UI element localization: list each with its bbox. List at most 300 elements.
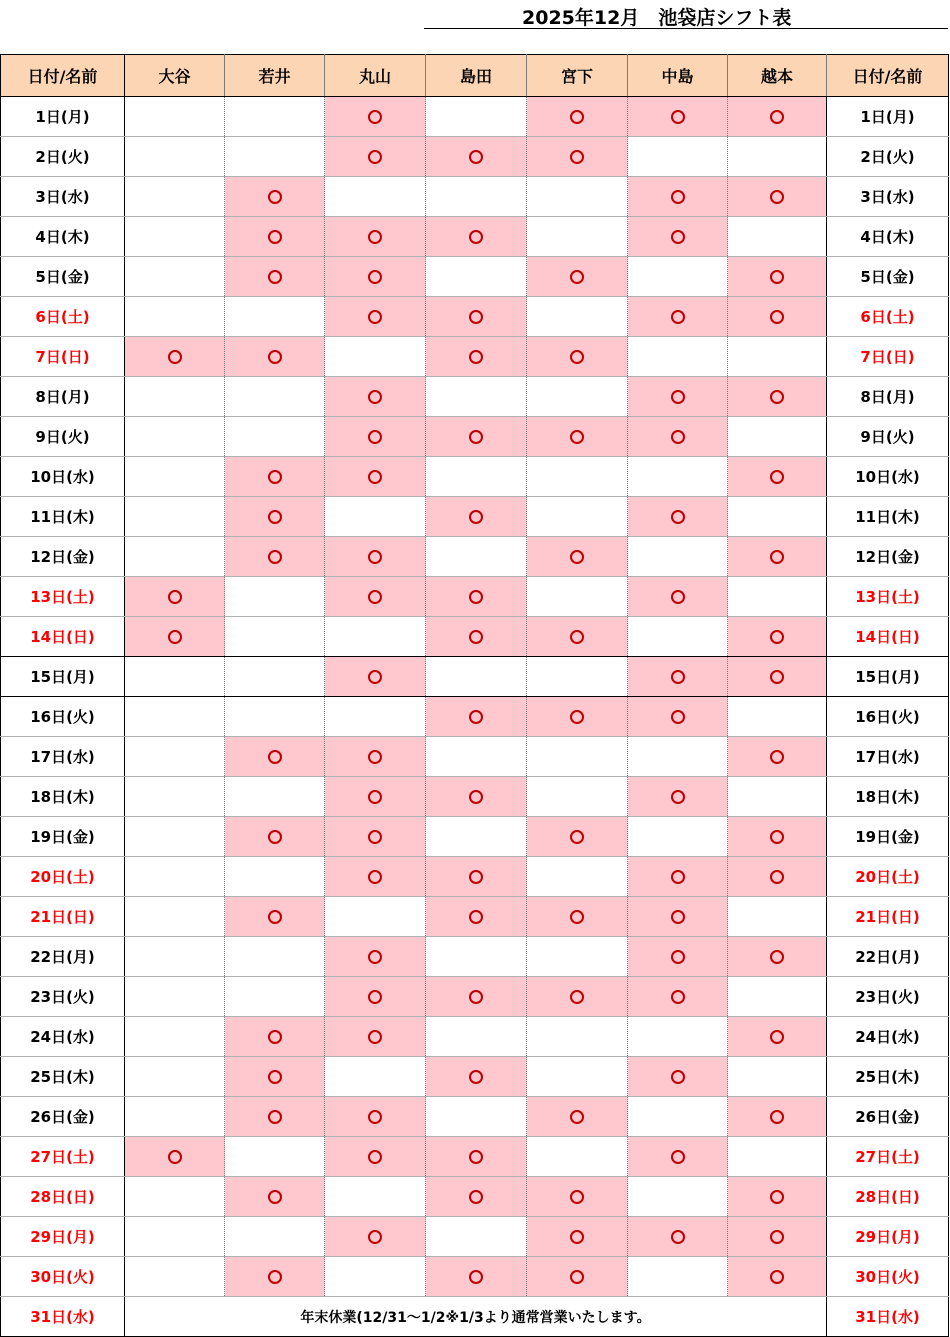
table-row xyxy=(1,257,949,297)
shift-cell-on xyxy=(628,297,728,337)
shift-cell-off xyxy=(527,377,628,417)
shift-cell-on xyxy=(426,337,527,377)
shift-cell-on xyxy=(426,137,527,177)
shift-cell-off xyxy=(728,977,827,1017)
shift-cell-on xyxy=(225,497,325,537)
shift-cell-off xyxy=(728,417,827,457)
date-cell-right: 24日(水) xyxy=(827,1017,949,1057)
shift-cell-on xyxy=(728,297,827,337)
shift-cell-on xyxy=(325,657,426,697)
header-staff-nakajima: 中島 xyxy=(628,55,728,97)
table-row xyxy=(1,457,949,497)
table-row xyxy=(1,497,949,537)
shift-cell-off xyxy=(628,1017,728,1057)
date-cell-left: 2日(火) xyxy=(1,137,125,177)
shift-cell-off xyxy=(628,137,728,177)
date-cell-right: 17日(水) xyxy=(827,737,949,777)
shift-cell-off xyxy=(125,817,225,857)
shift-cell-off xyxy=(325,697,426,737)
shift-cell-off xyxy=(426,657,527,697)
shift-cell-off xyxy=(527,1017,628,1057)
date-cell-left: 27日(土) xyxy=(1,1137,125,1177)
date-cell-left: 19日(金) xyxy=(1,817,125,857)
shift-cell-on xyxy=(527,537,628,577)
shift-cell-off xyxy=(325,1177,426,1217)
shift-cell-off xyxy=(225,617,325,657)
shift-cell-on xyxy=(325,457,426,497)
shift-cell-off xyxy=(628,537,728,577)
date-cell-left: 31日(水) xyxy=(1,1297,125,1337)
shift-cell-off xyxy=(325,497,426,537)
shift-cell-off xyxy=(527,497,628,537)
date-cell-right: 27日(土) xyxy=(827,1137,949,1177)
shift-cell-off xyxy=(225,577,325,617)
date-cell-right: 21日(日) xyxy=(827,897,949,937)
header-staff-otani: 大谷 xyxy=(125,55,225,97)
shift-cell-off xyxy=(728,337,827,377)
shift-cell-on xyxy=(527,977,628,1017)
shift-cell-on xyxy=(225,1177,325,1217)
shift-cell-off xyxy=(325,1057,426,1097)
date-cell-right: 11日(木) xyxy=(827,497,949,537)
date-cell-left: 26日(金) xyxy=(1,1097,125,1137)
shift-cell-off xyxy=(125,97,225,137)
date-cell-right: 14日(日) xyxy=(827,617,949,657)
date-cell-right: 3日(水) xyxy=(827,177,949,217)
date-cell-right: 6日(土) xyxy=(827,297,949,337)
shift-cell-off xyxy=(125,857,225,897)
shift-cell-on xyxy=(325,417,426,457)
shift-cell-off xyxy=(628,257,728,297)
shift-cell-on xyxy=(527,1177,628,1217)
shift-cell-on xyxy=(426,1137,527,1177)
shift-cell-on xyxy=(628,897,728,937)
shift-cell-off xyxy=(728,1137,827,1177)
shift-cell-on xyxy=(728,857,827,897)
shift-cell-on xyxy=(325,1137,426,1177)
shift-cell-off xyxy=(125,137,225,177)
date-cell-right: 20日(土) xyxy=(827,857,949,897)
shift-cell-on xyxy=(527,417,628,457)
shift-cell-off xyxy=(225,417,325,457)
shift-cell-off xyxy=(426,97,527,137)
date-cell-left: 6日(土) xyxy=(1,297,125,337)
date-cell-left: 10日(水) xyxy=(1,457,125,497)
header-staff-maruyama: 丸山 xyxy=(325,55,426,97)
shift-cell-off xyxy=(225,377,325,417)
shift-cell-on xyxy=(628,1137,728,1177)
shift-cell-on xyxy=(426,857,527,897)
shift-cell-off xyxy=(426,177,527,217)
header-staff-miyashita: 宮下 xyxy=(527,55,628,97)
table-row xyxy=(1,817,949,857)
shift-cell-on xyxy=(426,697,527,737)
shift-cell-off xyxy=(125,497,225,537)
shift-cell-off xyxy=(225,857,325,897)
shift-cell-off xyxy=(125,1057,225,1097)
shift-cell-on xyxy=(125,617,225,657)
shift-cell-off xyxy=(125,1177,225,1217)
table-row xyxy=(1,777,949,817)
shift-cell-on xyxy=(527,257,628,297)
shift-cell-on xyxy=(728,1177,827,1217)
table-row-closing xyxy=(1,1297,949,1337)
shift-cell-off xyxy=(628,737,728,777)
date-cell-left: 8日(月) xyxy=(1,377,125,417)
shift-cell-off xyxy=(125,1097,225,1137)
shift-cell-off xyxy=(728,897,827,937)
shift-cell-on xyxy=(628,977,728,1017)
table-row xyxy=(1,897,949,937)
shift-cell-on xyxy=(728,377,827,417)
header-staff-wakai: 若井 xyxy=(225,55,325,97)
table-row xyxy=(1,657,949,697)
date-cell-left: 17日(水) xyxy=(1,737,125,777)
shift-cell-on xyxy=(225,1017,325,1057)
shift-cell-on xyxy=(728,1097,827,1137)
shift-cell-on xyxy=(225,177,325,217)
shift-cell-on xyxy=(527,1097,628,1137)
shift-cell-off xyxy=(628,1177,728,1217)
shift-cell-off xyxy=(728,577,827,617)
shift-cell-on xyxy=(628,657,728,697)
date-cell-right: 15日(月) xyxy=(827,657,949,697)
date-cell-right: 16日(火) xyxy=(827,697,949,737)
shift-cell-off xyxy=(426,537,527,577)
shift-cell-on xyxy=(426,1257,527,1297)
header-date-left: 日付/名前 xyxy=(1,55,125,97)
shift-cell-on xyxy=(728,817,827,857)
shift-cell-on xyxy=(527,97,628,137)
shift-cell-on xyxy=(728,97,827,137)
shift-cell-off xyxy=(426,377,527,417)
shift-cell-off xyxy=(426,1097,527,1137)
table-row xyxy=(1,737,949,777)
date-cell-left: 14日(日) xyxy=(1,617,125,657)
page-title: 2025年12月 池袋店シフト表 xyxy=(424,0,948,29)
table-row xyxy=(1,977,949,1017)
shift-cell-on xyxy=(325,97,426,137)
date-cell-right: 5日(金) xyxy=(827,257,949,297)
shift-cell-on xyxy=(628,417,728,457)
shift-cell-on xyxy=(325,217,426,257)
shift-cell-on xyxy=(628,217,728,257)
shift-cell-on xyxy=(325,537,426,577)
header-date-right: 日付/名前 xyxy=(827,55,949,97)
shift-cell-on xyxy=(527,137,628,177)
table-row xyxy=(1,1177,949,1217)
shift-table xyxy=(0,54,949,1337)
date-cell-left: 12日(金) xyxy=(1,537,125,577)
shift-cell-on xyxy=(426,777,527,817)
shift-cell-off xyxy=(325,1257,426,1297)
shift-cell-off xyxy=(325,897,426,937)
shift-cell-on xyxy=(728,1217,827,1257)
shift-cell-off xyxy=(125,537,225,577)
shift-cell-on xyxy=(325,137,426,177)
shift-cell-on xyxy=(125,577,225,617)
shift-cell-off xyxy=(527,577,628,617)
shift-cell-off xyxy=(325,337,426,377)
table-row xyxy=(1,217,949,257)
shift-cell-on xyxy=(426,897,527,937)
shift-cell-off xyxy=(125,937,225,977)
shift-cell-on xyxy=(527,697,628,737)
shift-cell-on xyxy=(225,1097,325,1137)
shift-cell-off xyxy=(225,97,325,137)
shift-cell-off xyxy=(628,817,728,857)
shift-cell-on xyxy=(325,737,426,777)
shift-cell-off xyxy=(325,617,426,657)
date-cell-right: 18日(木) xyxy=(827,777,949,817)
date-cell-right: 4日(木) xyxy=(827,217,949,257)
shift-cell-on xyxy=(628,177,728,217)
date-cell-left: 3日(水) xyxy=(1,177,125,217)
shift-cell-on xyxy=(325,977,426,1017)
table-row xyxy=(1,577,949,617)
date-cell-left: 21日(日) xyxy=(1,897,125,937)
shift-cell-on xyxy=(728,937,827,977)
shift-cell-off xyxy=(125,777,225,817)
shift-cell-on xyxy=(426,1057,527,1097)
date-cell-left: 7日(日) xyxy=(1,337,125,377)
shift-cell-off xyxy=(125,737,225,777)
table-row xyxy=(1,97,949,137)
shift-cell-on xyxy=(225,537,325,577)
shift-cell-off xyxy=(527,777,628,817)
shift-cell-on xyxy=(628,937,728,977)
shift-cell-on xyxy=(628,97,728,137)
date-cell-left: 5日(金) xyxy=(1,257,125,297)
shift-cell-on xyxy=(728,177,827,217)
shift-cell-off xyxy=(728,217,827,257)
shift-cell-on xyxy=(325,257,426,297)
shift-cell-on xyxy=(527,337,628,377)
shift-cell-on xyxy=(325,817,426,857)
shift-cell-on xyxy=(628,857,728,897)
shift-cell-off xyxy=(125,217,225,257)
shift-cell-off xyxy=(728,497,827,537)
shift-cell-on xyxy=(628,1217,728,1257)
shift-cell-off xyxy=(426,1217,527,1257)
shift-cell-off xyxy=(225,297,325,337)
shift-cell-off xyxy=(426,817,527,857)
table-row xyxy=(1,617,949,657)
shift-cell-on xyxy=(728,257,827,297)
shift-cell-off xyxy=(426,937,527,977)
shift-cell-on xyxy=(325,1217,426,1257)
shift-cell-on xyxy=(125,337,225,377)
table-row xyxy=(1,1137,949,1177)
date-cell-left: 4日(木) xyxy=(1,217,125,257)
shift-cell-off xyxy=(426,457,527,497)
shift-cell-off xyxy=(125,657,225,697)
shift-cell-off xyxy=(728,137,827,177)
date-cell-left: 13日(土) xyxy=(1,577,125,617)
shift-cell-off xyxy=(527,1057,628,1097)
date-cell-right: 25日(木) xyxy=(827,1057,949,1097)
shift-cell-on xyxy=(628,377,728,417)
shift-cell-on xyxy=(527,617,628,657)
shift-cell-off xyxy=(728,1057,827,1097)
shift-cell-off xyxy=(628,337,728,377)
table-row xyxy=(1,137,949,177)
date-cell-left: 16日(火) xyxy=(1,697,125,737)
shift-cell-on xyxy=(225,257,325,297)
shift-cell-on xyxy=(728,617,827,657)
shift-cell-on xyxy=(728,657,827,697)
shift-cell-off xyxy=(628,1257,728,1297)
table-row xyxy=(1,537,949,577)
shift-cell-on xyxy=(527,1257,628,1297)
shift-cell-off xyxy=(426,1017,527,1057)
shift-cell-on xyxy=(527,1217,628,1257)
date-cell-left: 18日(木) xyxy=(1,777,125,817)
shift-cell-on xyxy=(325,1017,426,1057)
shift-cell-on xyxy=(728,457,827,497)
date-cell-right: 1日(月) xyxy=(827,97,949,137)
shift-cell-on xyxy=(225,337,325,377)
table-row xyxy=(1,1057,949,1097)
shift-cell-off xyxy=(527,937,628,977)
date-cell-right: 19日(金) xyxy=(827,817,949,857)
shift-cell-off xyxy=(225,137,325,177)
shift-cell-off xyxy=(225,977,325,1017)
shift-cell-on xyxy=(728,1017,827,1057)
table-row xyxy=(1,417,949,457)
shift-cell-off xyxy=(125,297,225,337)
shift-cell-on xyxy=(426,617,527,657)
date-cell-left: 22日(月) xyxy=(1,937,125,977)
shift-cell-off xyxy=(125,177,225,217)
shift-cell-off xyxy=(325,177,426,217)
date-cell-right: 23日(火) xyxy=(827,977,949,1017)
table-row xyxy=(1,177,949,217)
date-cell-left: 20日(土) xyxy=(1,857,125,897)
header-row xyxy=(1,55,949,97)
table-row xyxy=(1,377,949,417)
shift-cell-on xyxy=(325,577,426,617)
shift-cell-off xyxy=(125,897,225,937)
shift-cell-off xyxy=(527,297,628,337)
shift-cell-on xyxy=(325,857,426,897)
shift-body xyxy=(1,97,949,1337)
date-cell-left: 28日(日) xyxy=(1,1177,125,1217)
shift-cell-on xyxy=(728,537,827,577)
shift-cell-off xyxy=(225,1137,325,1177)
shift-cell-off xyxy=(125,1217,225,1257)
date-cell-right: 28日(日) xyxy=(827,1177,949,1217)
date-cell-left: 24日(水) xyxy=(1,1017,125,1057)
shift-cell-on xyxy=(225,1257,325,1297)
table-row xyxy=(1,337,949,377)
shift-cell-off xyxy=(728,777,827,817)
shift-cell-off xyxy=(426,737,527,777)
shift-cell-off xyxy=(125,457,225,497)
shift-cell-on xyxy=(426,577,527,617)
table-row xyxy=(1,1257,949,1297)
date-cell-left: 15日(月) xyxy=(1,657,125,697)
date-cell-right: 2日(火) xyxy=(827,137,949,177)
shift-cell-off xyxy=(728,697,827,737)
shift-cell-on xyxy=(426,217,527,257)
holiday-note: 年末休業(12/31～1/2※1/3より通常営業いたします。 xyxy=(125,1297,827,1337)
shift-cell-on xyxy=(426,297,527,337)
date-cell-right: 12日(金) xyxy=(827,537,949,577)
shift-cell-on xyxy=(426,497,527,537)
header-staff-koshimoto: 越本 xyxy=(728,55,827,97)
date-cell-right: 26日(金) xyxy=(827,1097,949,1137)
shift-cell-on xyxy=(426,417,527,457)
shift-cell-off xyxy=(125,1257,225,1297)
date-cell-right: 10日(水) xyxy=(827,457,949,497)
shift-cell-off xyxy=(628,1097,728,1137)
shift-cell-on xyxy=(527,897,628,937)
shift-cell-on xyxy=(628,1057,728,1097)
shift-cell-on xyxy=(125,1137,225,1177)
shift-cell-on xyxy=(225,217,325,257)
date-cell-right: 29日(月) xyxy=(827,1217,949,1257)
date-cell-left: 30日(火) xyxy=(1,1257,125,1297)
shift-cell-on xyxy=(628,497,728,537)
date-cell-right: 9日(火) xyxy=(827,417,949,457)
shift-cell-off xyxy=(225,1217,325,1257)
shift-cell-on xyxy=(527,817,628,857)
shift-cell-on xyxy=(225,457,325,497)
shift-cell-off xyxy=(225,657,325,697)
date-cell-left: 1日(月) xyxy=(1,97,125,137)
shift-cell-on xyxy=(325,1097,426,1137)
table-row xyxy=(1,697,949,737)
shift-cell-off xyxy=(527,1137,628,1177)
shift-cell-on xyxy=(225,897,325,937)
date-cell-left: 23日(火) xyxy=(1,977,125,1017)
shift-cell-off xyxy=(426,257,527,297)
date-cell-right: 7日(日) xyxy=(827,337,949,377)
shift-cell-off xyxy=(225,697,325,737)
shift-cell-off xyxy=(527,457,628,497)
shift-cell-off xyxy=(628,617,728,657)
date-cell-left: 9日(火) xyxy=(1,417,125,457)
header-staff-shimada: 島田 xyxy=(426,55,527,97)
shift-cell-on xyxy=(325,377,426,417)
shift-cell-on xyxy=(628,697,728,737)
shift-cell-off xyxy=(125,977,225,1017)
shift-cell-off xyxy=(628,457,728,497)
shift-cell-off xyxy=(527,737,628,777)
shift-cell-on xyxy=(225,737,325,777)
shift-cell-on xyxy=(225,1057,325,1097)
shift-cell-off xyxy=(125,1017,225,1057)
shift-cell-on xyxy=(325,937,426,977)
date-cell-right: 8日(月) xyxy=(827,377,949,417)
table-row xyxy=(1,937,949,977)
shift-cell-off xyxy=(527,657,628,697)
shift-cell-on xyxy=(728,1257,827,1297)
shift-cell-on xyxy=(225,817,325,857)
shift-cell-on xyxy=(426,977,527,1017)
date-cell-right: 30日(火) xyxy=(827,1257,949,1297)
shift-cell-off xyxy=(125,257,225,297)
shift-cell-off xyxy=(527,217,628,257)
shift-cell-off xyxy=(125,377,225,417)
date-cell-right: 13日(土) xyxy=(827,577,949,617)
shift-cell-on xyxy=(628,577,728,617)
table-row xyxy=(1,1217,949,1257)
date-cell-right: 31日(水) xyxy=(827,1297,949,1337)
date-cell-left: 29日(月) xyxy=(1,1217,125,1257)
shift-cell-off xyxy=(527,857,628,897)
